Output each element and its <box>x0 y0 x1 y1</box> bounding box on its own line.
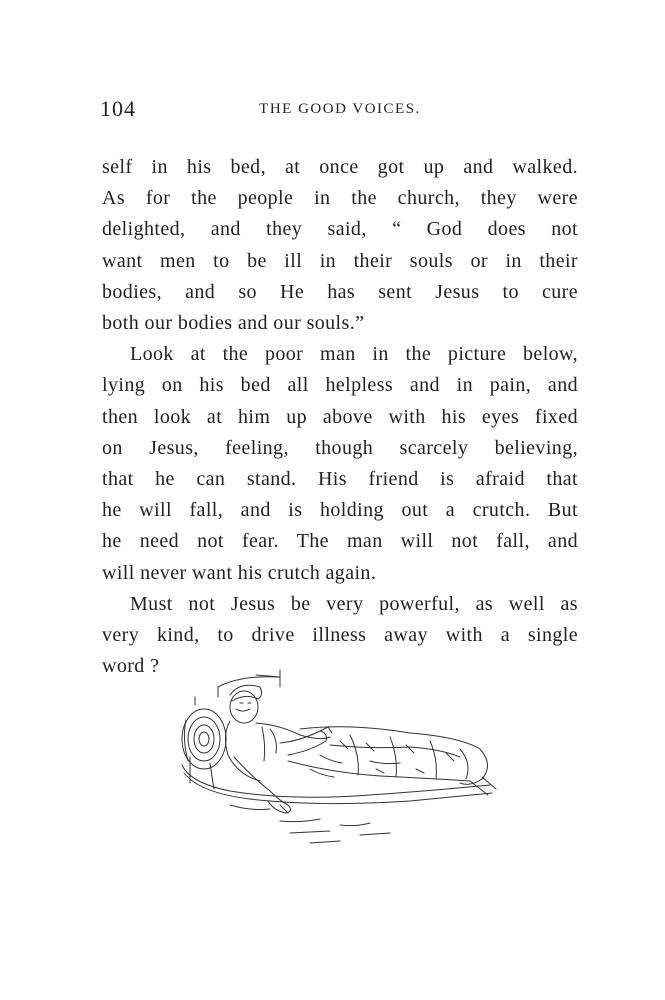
page-number: 104 <box>100 96 136 121</box>
running-title: THE GOOD VOICES. <box>259 101 421 117</box>
illustration-sick-man-in-bed <box>170 665 510 865</box>
text-line: bodies, and so He has sent Jesus to cure <box>102 280 578 303</box>
text-line: As for the people in the church, they were <box>102 187 578 210</box>
text-line: will never want his crutch again. <box>102 561 377 584</box>
text-line: Look at the poor man in the picture below, <box>130 343 578 366</box>
text-line: want men to be ill in their souls or in their <box>102 249 578 272</box>
text-line: word ? <box>102 655 160 678</box>
text-line: Must not Jesus be very powerful, as well as <box>130 592 578 615</box>
text-line: that he can stand. His friend is afraid that <box>102 468 578 491</box>
text-line: he will fall, and is holding out a crutch. But <box>102 499 578 522</box>
page-header <box>100 96 580 126</box>
text-line: lying on his bed all helpless and in pain, and <box>102 374 578 397</box>
text-line: both our bodies and our souls.” <box>102 312 365 335</box>
body-text <box>102 152 578 682</box>
text-line: he need not fear. The man will not fall, and <box>102 530 578 553</box>
text-line: delighted, and they said, “ God does not <box>102 218 578 241</box>
text-line: on Jesus, feeling, though scarcely believing, <box>102 436 578 459</box>
text-line: then look at him up above with his eyes fixed <box>102 405 578 428</box>
text-line: self in his bed, at once got up and walked. <box>102 156 578 178</box>
text-line: very kind, to drive illness away with a single <box>102 624 578 647</box>
